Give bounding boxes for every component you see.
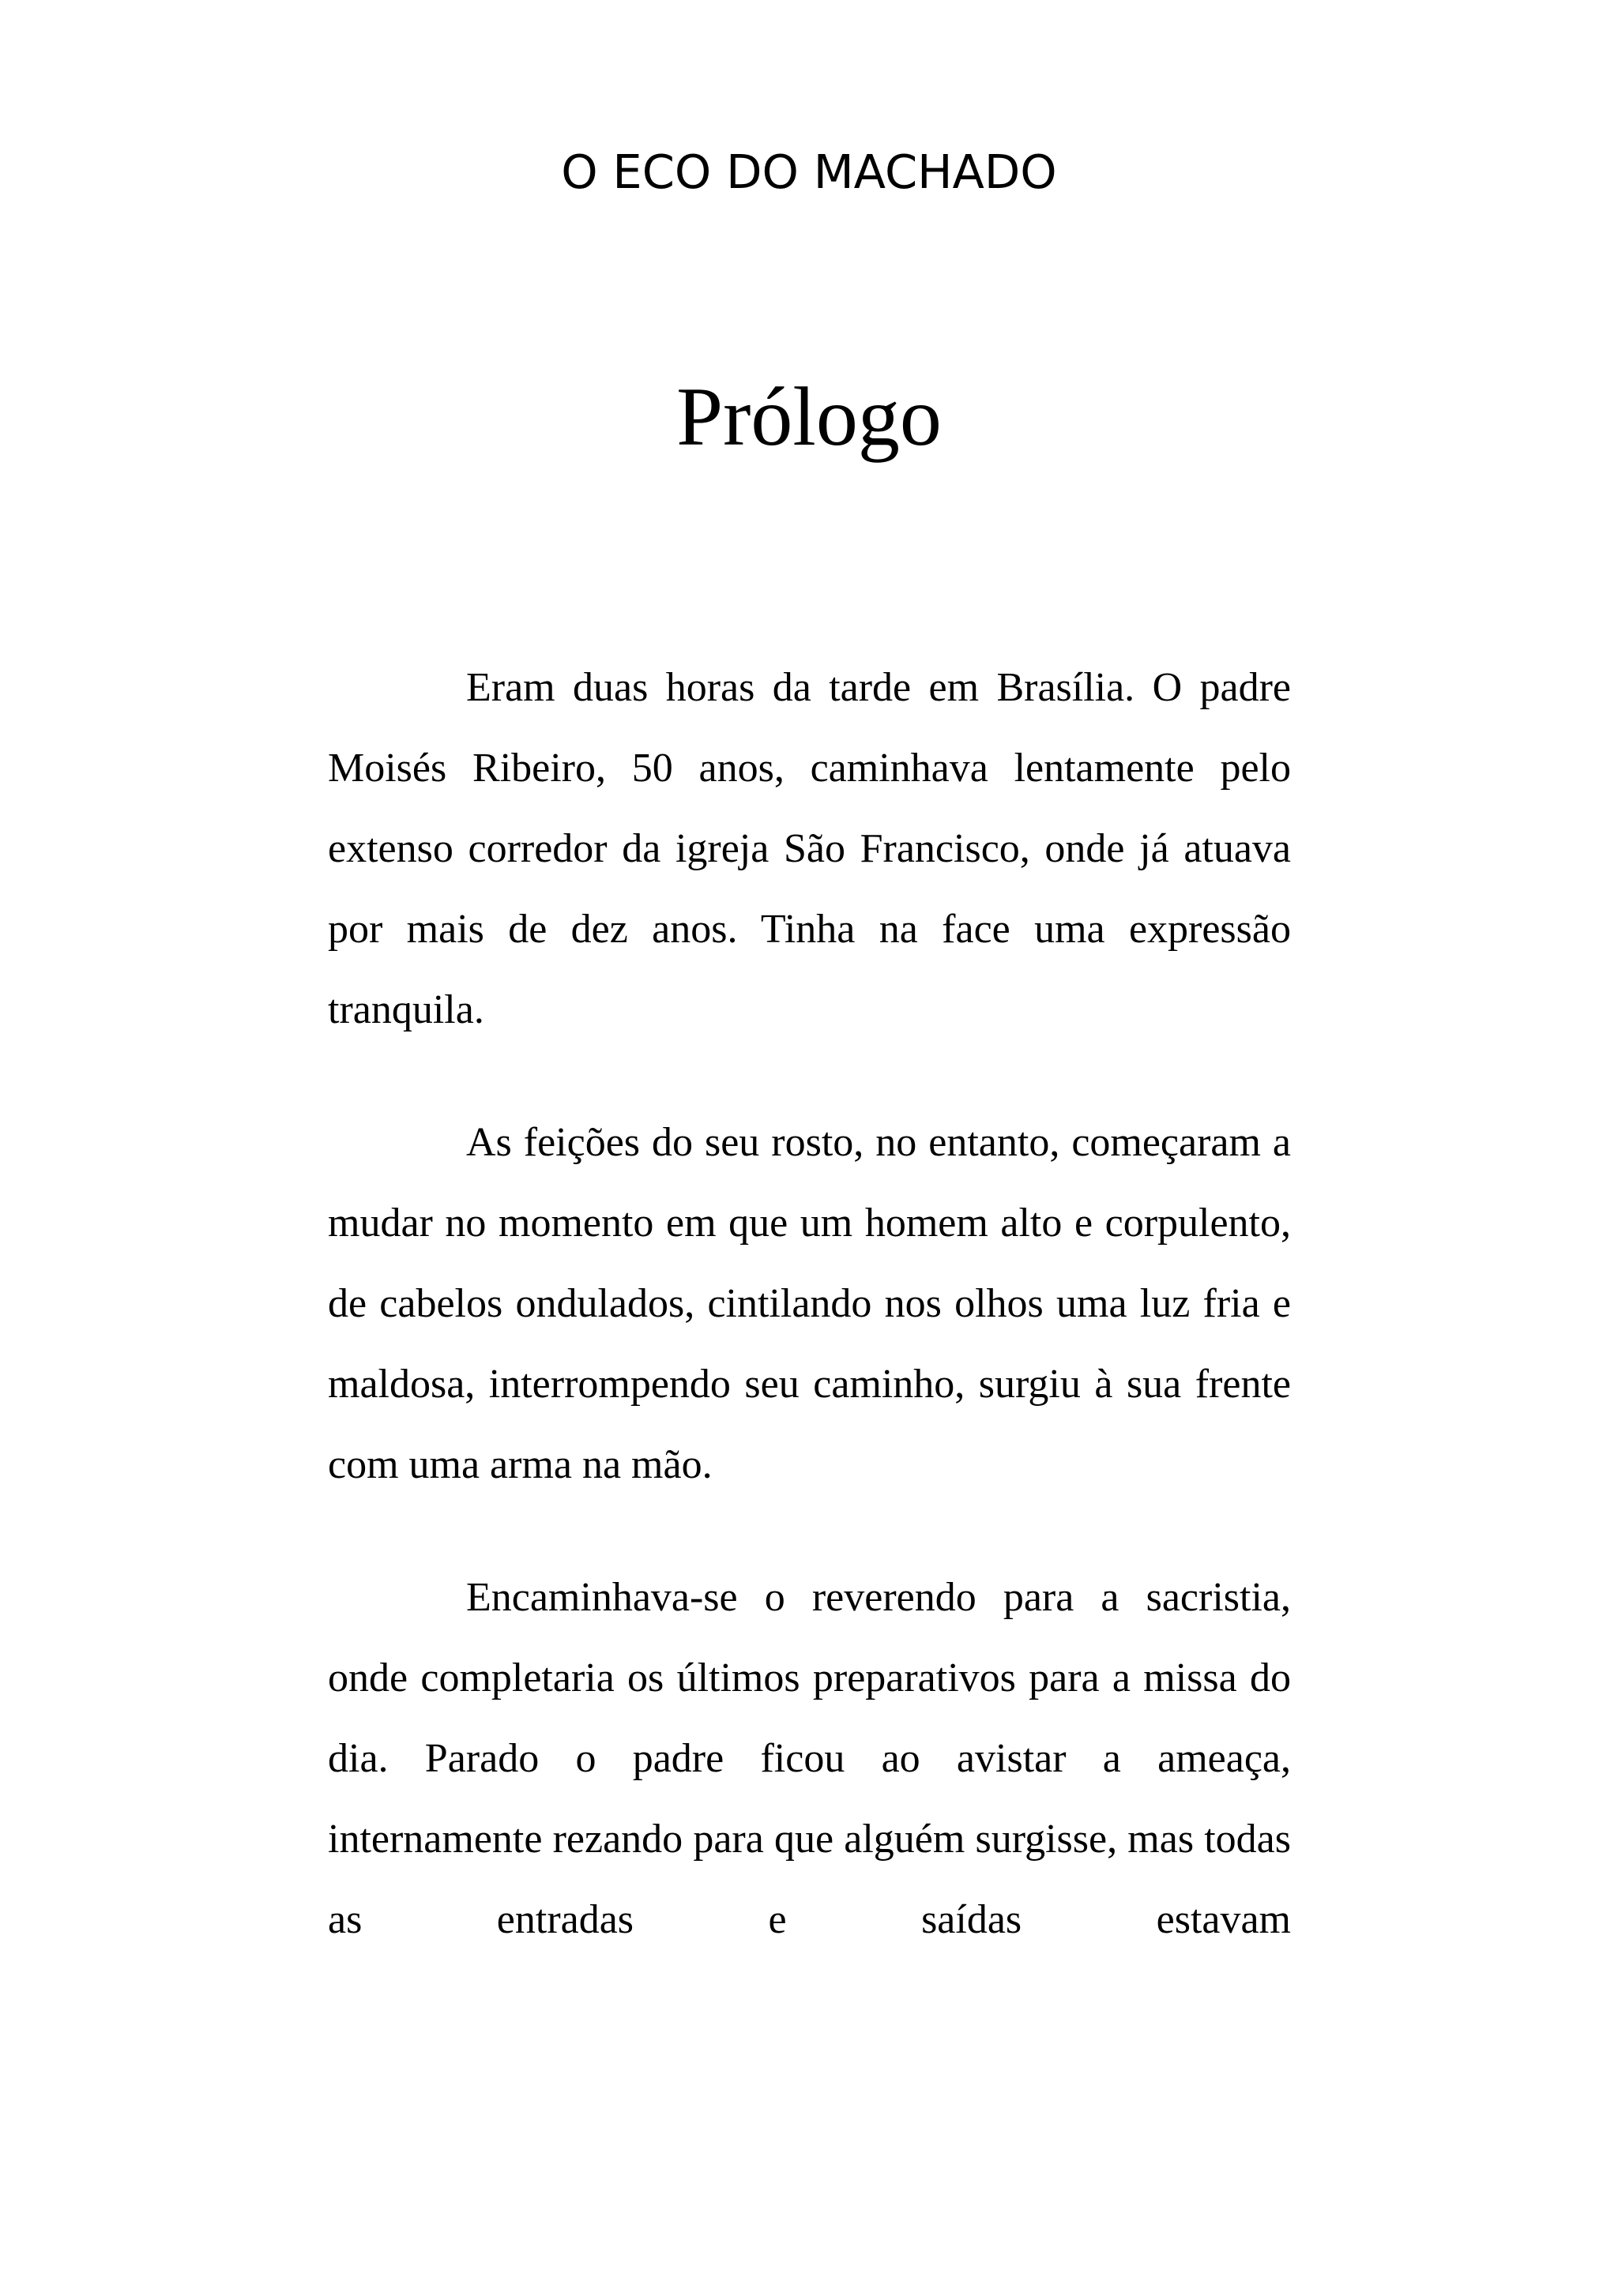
body-text [328, 648, 1291, 1960]
running-header: O ECO DO MACHADO [561, 145, 1057, 199]
paragraph-1: Eram duas horas da tarde em Brasília. O padre Moisés Ribeiro, 50 anos, caminhava lentamente pelo extenso corredor da igreja São Francisco, onde já atuava por mais de dez anos. Tinha na face uma expressão tranquila. [328, 665, 1291, 1032]
chapter-title: Prólogo [676, 370, 942, 463]
paragraph-2: As feições do seu rosto, no entanto, começaram a mudar no momento em que um homem alto e corpulento, de cabelos ondulados, cintilando nos olhos uma luz fria e maldosa, interrompendo seu caminho, surgiu à sua frente com uma arma na mão. [328, 1120, 1291, 1487]
paragraph-3: Encaminhava-se o reverendo para a sacristia, onde completaria os últimos preparativos para a missa do dia. Parado o padre ficou ao avistar a ameaça, internamente rezando para que alguém surgisse, mas todas as entradas e saídas estavam [328, 1575, 1291, 1942]
